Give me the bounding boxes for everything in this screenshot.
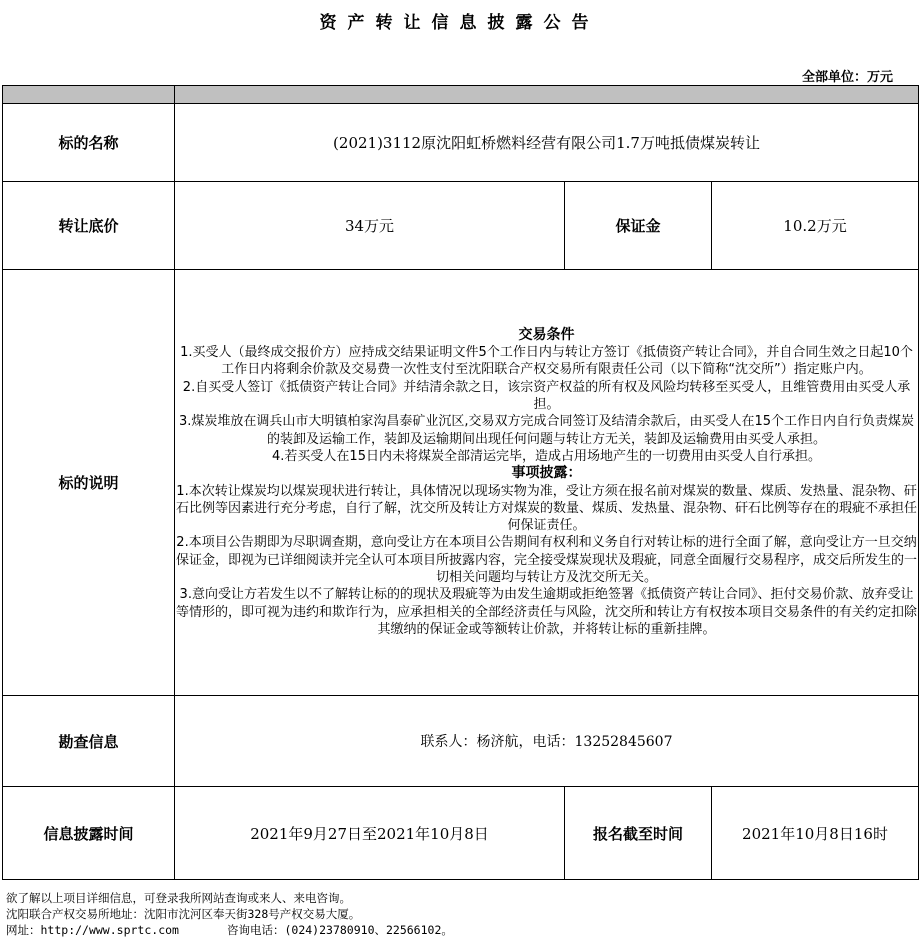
section-heading: 交易条件 [518,326,575,343]
row-time [3,787,919,880]
deadline-value: 2021年10月8日16时 [712,787,919,880]
section-heading: 事项披露： [511,465,582,482]
row-survey [3,696,919,787]
disclosure-item: 3.意向受让方若发生以不了解转让标的的现状及瑕疵等为由发生逾期或拒绝签署《抵债资产转让合同》、拒付交易价款、放弃受让等情形的，即可视为违约和欺诈行为，应承担相关的全部经济责任与风险，沈交所和转让方有权按本项目交易条件的有关约定扣除其缴纳的保证金或等额转让价款，并将转让标的重新挂牌。 [176,587,918,637]
phone-text: 咨询电话：(024)23780910、22566102。 [226,923,453,937]
survey-value: 联系人：杨济航，电话：13252845607 [175,696,919,787]
footer-info-line: 欲了解以上项目详细信息，可登录我所网站查询或来人、来电咨询。 [6,891,351,905]
price-value: 34万元 [175,182,565,270]
footer-contact-line [6,922,453,938]
disclosure-time-label: 信息披露时间 [3,787,175,880]
description-label: 标的说明 [3,270,175,696]
condition-item: 4.若买受人在15日内未将煤炭全部清运完毕，造成占用场地产生的一切费用由买受人自行承担。 [272,448,821,464]
disclosure-table [2,85,919,880]
unit-label: 全部单位：万元 [801,70,893,85]
survey-label: 勘查信息 [3,696,175,787]
condition-item: 3.煤炭堆放在调兵山市大明镇柏家沟昌泰矿业沉区,交易双方完成合同签订及结清余款后，由买受人在15个工作日内自行负责煤炭的装卸及运输工作，装卸及运输期间出现任何问题与转让方无关，装卸及运输费用由买受人承担。 [178,414,915,447]
disclosure-item: 1.本次转让煤炭均以煤炭现状进行转让，具体情况以现场实物为准，受让方须在报名前对煤炭的数量、煤质、发热量、混杂物、矸石比例等因素进行充分考虑，自行了解，沈交所及转让方对煤炭的数量、煤质、发热量、混杂物、矸石比例等存在的瑕疵不承担任何保证责任。 [176,483,918,534]
deposit-label: 保证金 [565,182,712,270]
condition-item: 1.买受人（最终成交报价方）应持成交结果证明文件5个工作日内与转让方签订《抵债资产转让合同》，并自合同生效之日起10个工作日内将剩余价款及交易费一次性支付至沈阳联合产权交易所有限责任公司（以下简称“沈交所”）指定账户内。 [180,345,913,378]
header-cell [175,86,919,104]
name-label: 标的名称 [3,104,175,182]
disclosure-item: 2.本项目公告期即为尽职调查期，意向受让方在本项目公告期间有权利和义务自行对转让标的进行全面了解，意向受让方一旦交纳保证金，即视为已详细阅读并完全认可本项目所披露内容，完全接受煤炭现状及瑕疵，同意全面履行交易程序，成交后所发生的一切相关问题均与转让方及沈交所无关。 [176,535,918,585]
description-content [175,270,919,696]
footer-address-line: 沈阳联合产权交易所地址：沈阳市沈河区奉天街328号产权交易大厦。 [6,907,361,921]
deadline-label: 报名截至时间 [565,787,712,880]
deposit-value: 10.2万元 [712,182,919,270]
price-label: 转让底价 [3,182,175,270]
name-value: (2021)3112原沈阳虹桥燃料经营有限公司1.7万吨抵债煤炭转让 [175,104,919,182]
footer [6,890,453,938]
page-title: 资产转让信息披露公告 [319,13,600,33]
table-header-row [3,86,919,104]
website-link[interactable]: 网址：http://www.sprtc.com [6,923,179,937]
condition-item: 2.自买受人签订《抵债资产转让合同》并结清余款之日，该宗资产权益的所有权及风险均转移至买受人，且维管费用由买受人承担。 [182,379,911,413]
row-price [3,182,919,270]
disclosure-time-value: 2021年9月27日至2021年10月8日 [175,787,565,880]
header-cell [3,86,175,104]
row-description [3,270,919,696]
row-name [3,104,919,182]
